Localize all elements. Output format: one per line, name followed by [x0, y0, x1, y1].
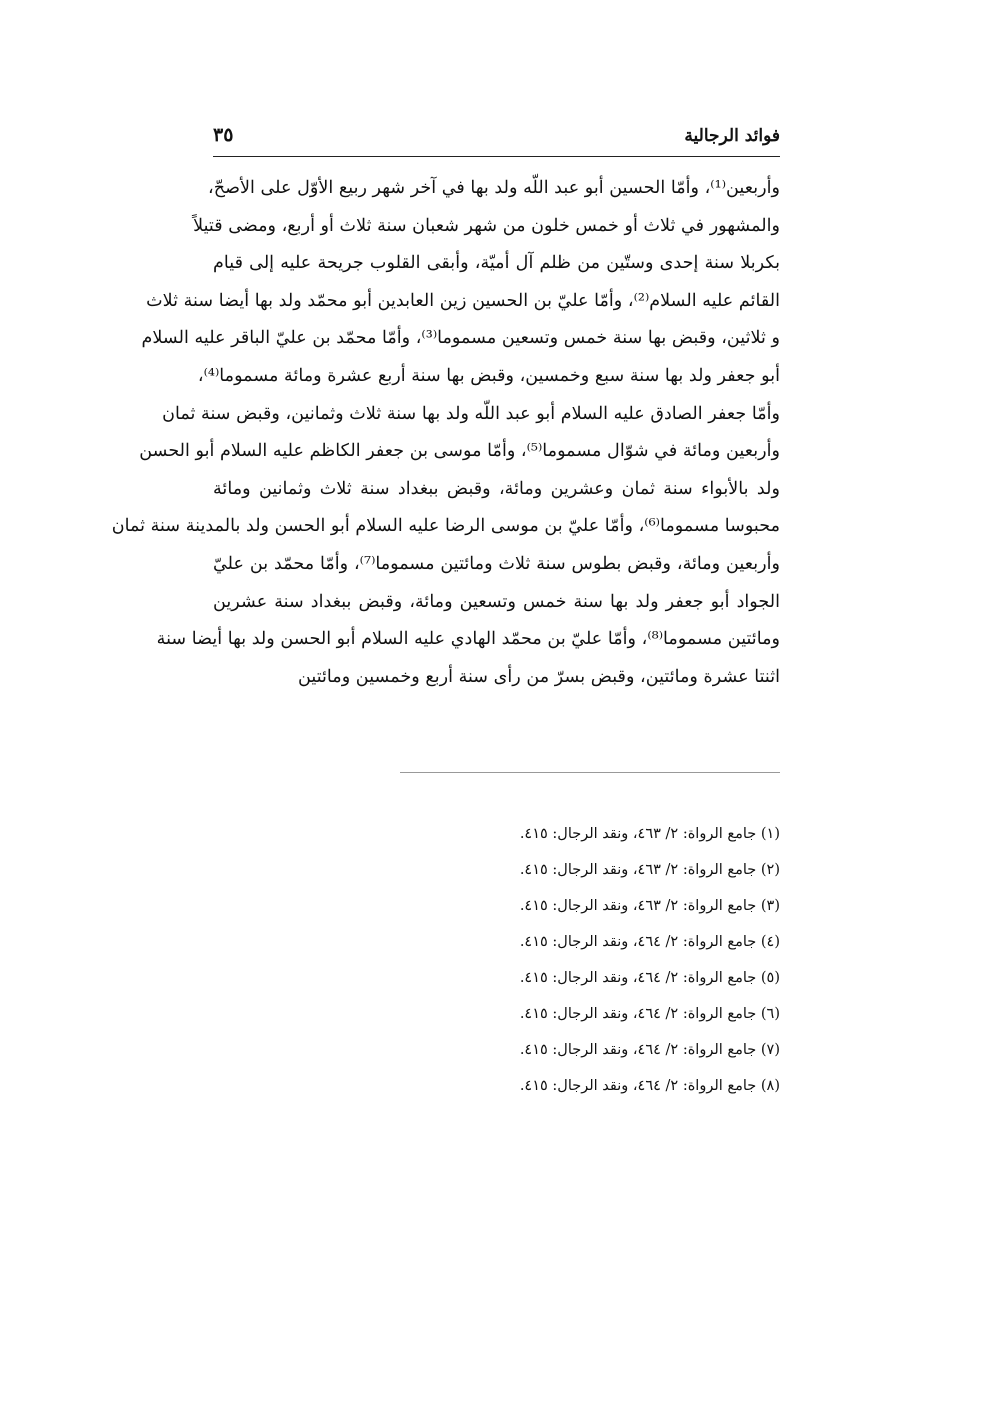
text-line: اثنتا عشرة ومائتين، وقبض بسرّ من رأى سنة أربع وخمسين ومائتين [298, 666, 780, 687]
main-text [111, 170, 780, 696]
text-line: ومائتين مسموما⁽⁸⁾، وأمّا عليّ بن محمّد الهادي عليه السلام أبو الحسن ولد بها أيضا سنة [156, 629, 780, 650]
text-line: أبو جعفر ولد بها سنة سبع وخمسين، وقبض بها سنة أربع عشرة ومائة مسموما⁽⁴⁾، [197, 365, 780, 386]
footnote: (٧) جامع الرواة: ٢/ ٤٦٤، ونقد الرجال: ٤١٥. [519, 1042, 780, 1058]
text-line: بكربلا سنة إحدى وستّين من ظلم آل أميّة، وأبقى القلوب جريحة عليه إلى قيام [213, 253, 780, 274]
text-line: الجواد أبو جعفر ولد بها سنة خمس وتسعين ومائة، وقبض ببغداد سنة عشرين [213, 591, 780, 612]
text-line: وأمّا جعفر الصادق عليه السلام أبو عبد اللّه ولد بها سنة ثلاث وثمانين، وقبض سنة ثمان [162, 403, 780, 424]
footnote: (٥) جامع الرواة: ٢/ ٤٦٤، ونقد الرجال: ٤١٥. [519, 970, 780, 986]
header-divider [213, 156, 780, 157]
text-line: و ثلاثين، وقبض بها سنة خمس وتسعين مسموما⁽³⁾، وأمّا محمّد بن عليّ الباقر عليه السلام [141, 328, 780, 349]
text-line: ولد بالأبواء سنة ثمان وعشرين ومائة، وقبض ببغداد سنة ثلاث وثمانين ومائة [213, 478, 780, 499]
text-line: والمشهور في ثلاث أو خمس خلون من شهر شعبان سنة ثلاث أو أربع، ومضى قتيلاً [193, 215, 780, 236]
footnote-divider [400, 772, 780, 773]
text-line: وأربعين⁽¹⁾، وأمّا الحسين أبو عبد اللّه ولد بها في آخر شهر ربيع الأوّل على الأصحّ، [208, 178, 780, 198]
text-line: القائم عليه السلام⁽²⁾، وأمّا عليّ بن الحسين زين العابدين أبو محمّد ولد بها أيضا سنة ثلاث [146, 290, 780, 311]
text-line: وأربعين ومائة في شوّال مسموما⁽⁵⁾، وأمّا موسى بن جعفر الكاظم عليه السلام أبو الحسن [139, 441, 780, 462]
footnote: (٣) جامع الرواة: ٢/ ٤٦٣، ونقد الرجال: ٤١٥. [519, 898, 780, 914]
footnote: (٤) جامع الرواة: ٢/ ٤٦٤، ونقد الرجال: ٤١٥. [519, 934, 780, 950]
footnote: (٢) جامع الرواة: ٢/ ٤٦٣، ونقد الرجال: ٤١٥. [519, 862, 780, 878]
footnote: (٦) جامع الرواة: ٢/ ٤٦٤، ونقد الرجال: ٤١٥. [519, 1006, 780, 1022]
running-title: فوائد الرجالية [684, 126, 780, 146]
running-header [213, 122, 780, 156]
text-line: وأربعين ومائة، وقبض بطوس سنة ثلاث ومائتين مسموما⁽⁷⁾، وأمّا محمّد بن عليّ [213, 553, 780, 574]
page-number: ٣٥ [213, 124, 234, 146]
text-line: محبوسا مسموما⁽⁶⁾، وأمّا عليّ بن موسى الرضا عليه السلام أبو الحسن ولد بالمدينة سنة ثمان [111, 516, 780, 537]
footnote: (٨) جامع الرواة: ٢/ ٤٦٤، ونقد الرجال: ٤١٥. [519, 1078, 780, 1094]
footnotes-list [400, 816, 780, 1104]
footnote: (١) جامع الرواة: ٢/ ٤٦٣، ونقد الرجال: ٤١٥. [519, 826, 780, 842]
